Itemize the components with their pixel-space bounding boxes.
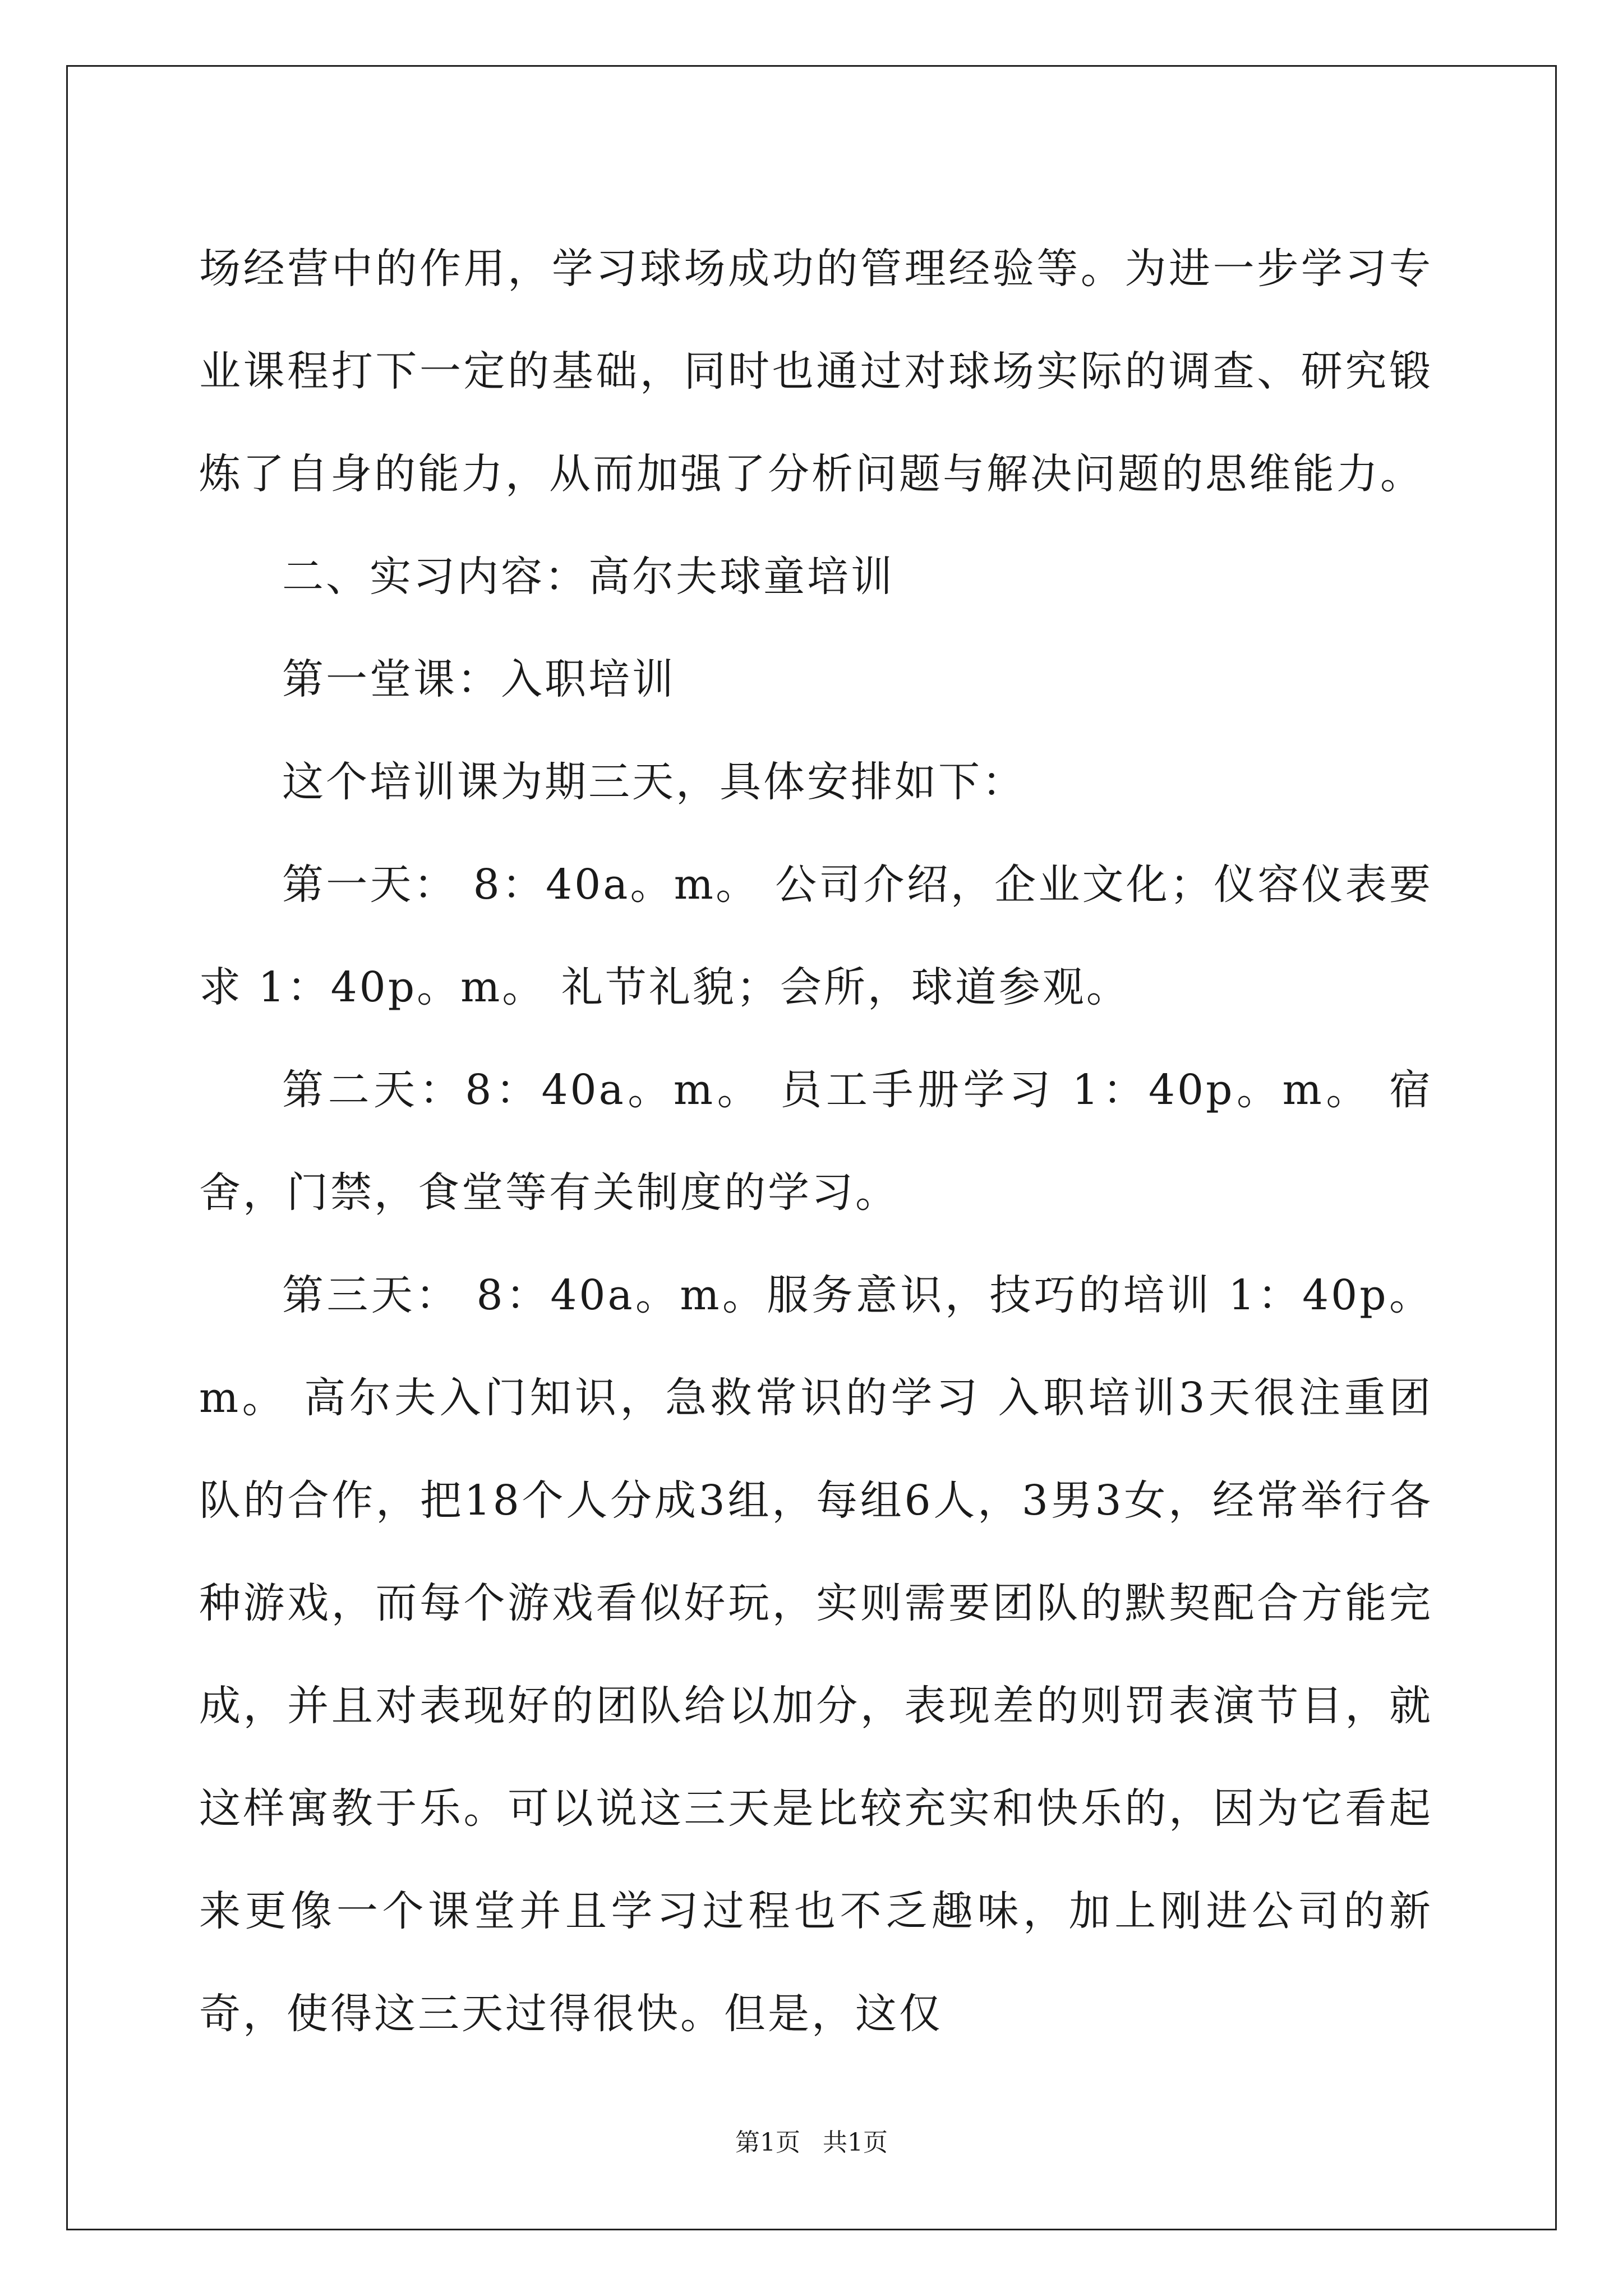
page-number: 第1页 [735, 2128, 800, 2157]
page-footer [0, 2126, 1623, 2160]
document-body [199, 218, 1433, 2065]
paragraph-schedule-intro: 这个培训课为期三天，具体安排如下： [282, 758, 1026, 806]
paragraph-1: 场经营中的作用，学习球场成功的管理经验等。为进一步学习专业课程打下一定的基础，同时也通过对球场实际的调查、研究锻炼了自身的能力，从而加强了分析问题与解决问题的思维能力。 [199, 245, 1433, 498]
lesson-heading-onboarding: 第一堂课：入职培训 [282, 655, 676, 703]
page-total: 共1页 [823, 2128, 888, 2157]
section-heading-internship-content: 二、实习内容：高尔夫球童培训 [282, 553, 895, 601]
paragraph-day-three: 第三天： 8：40a。m。服务意识，技巧的培训 1：40p。m。 高尔夫入门知识，急救常识的学习 入职培训3天很注重团队的合作，把18个人分成3组，每组6人，3男3女，经常举行各种游戏，而每个游戏看似好玩，实则需要团队的默契配合方能完成，并且对表现好的团队给以加分，表现差的则罚表演节目，就这样寓教于乐。可以说这三天是比较充实和快乐的，因为它看起来更像一个课堂并且学习过程也不乏趣味，加上刚进公司的新奇，使得这三天过得很快。但是，这仅 [199, 1271, 1433, 2038]
paragraph-day-two: 第二天：8：40a。m。 员工手册学习 1：40p。m。 宿舍，门禁，食堂等有关制度的学习。 [199, 1066, 1433, 1217]
paragraph-day-one: 第一天： 8：40a。m。 公司介绍，企业文化；仪容仪表要求 1：40p。m。 礼节礼貌；会所，球道参观。 [199, 861, 1433, 1011]
